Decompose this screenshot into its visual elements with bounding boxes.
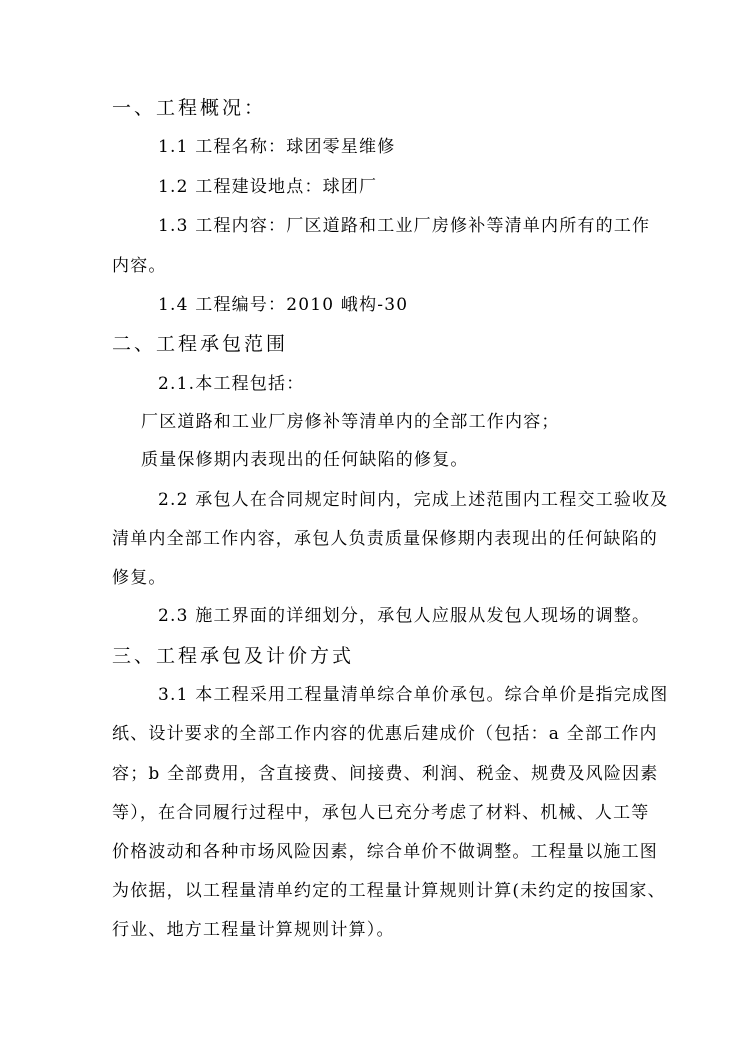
item-1-4: 1.4 工程编号：2010 峨构-30 — [158, 295, 409, 315]
section-1-heading: 一、工程概况： — [112, 97, 267, 119]
item-1-2: 1.2 工程建设地点：球团厂 — [158, 177, 378, 197]
item-2-2-line3: 修复。 — [112, 568, 167, 588]
item-3-1-line3: 容；b 全部费用，含直接费、间接费、利润、税金、规费及风险因素 — [112, 764, 659, 784]
item-3-1-line4: 等），在合同履行过程中，承包人已充分考虑了材料、机械、人工等 — [112, 803, 650, 823]
item-3-1-line1: 3.1 本工程采用工程量清单综合单价承包。综合单价是指完成图 — [158, 685, 669, 705]
item-3-1-line7: 行业、地方工程量计算规则计算）。 — [112, 920, 395, 940]
item-2-3: 2.3 施工界面的详细划分，承包人应服从发包人现场的调整。 — [158, 606, 651, 626]
item-1-3-line2: 内容。 — [112, 256, 167, 276]
item-2-2-line1: 2.2 承包人在合同规定时间内，完成上述范围内工程交工验收及 — [158, 490, 669, 510]
section-2-heading: 二、工程承包范围 — [112, 333, 289, 355]
bullet-item-2: 质量保修期内表现出的任何缺陷的修复。 — [141, 450, 469, 470]
item-3-1-line2: 纸、设计要求的全部工作内容的优惠后建成价（包括：a 全部工作内 — [112, 724, 658, 744]
item-3-1-line5: 价格波动和各种市场风险因素，综合单价不做调整。工程量以施工图 — [112, 842, 658, 862]
item-1-3-line1: 1.3 工程内容：厂区道路和工业厂房修补等清单内所有的工作 — [158, 216, 651, 236]
item-1-1: 1.1 工程名称：球团零星维修 — [158, 137, 396, 157]
item-3-1-line6: 为依据，以工程量清单约定的工程量计算规则计算(未约定的按国家、 — [112, 881, 666, 901]
section-3-heading: 三、工程承包及计价方式 — [112, 645, 355, 667]
bullet-item-1: 厂区道路和工业厂房修补等清单内的全部工作内容； — [141, 412, 560, 432]
item-2-2-line2: 清单内全部工作内容，承包人负责质量保修期内表现出的任何缺陷的 — [112, 529, 658, 549]
item-2-1: 2.1.本工程包括： — [158, 374, 305, 394]
